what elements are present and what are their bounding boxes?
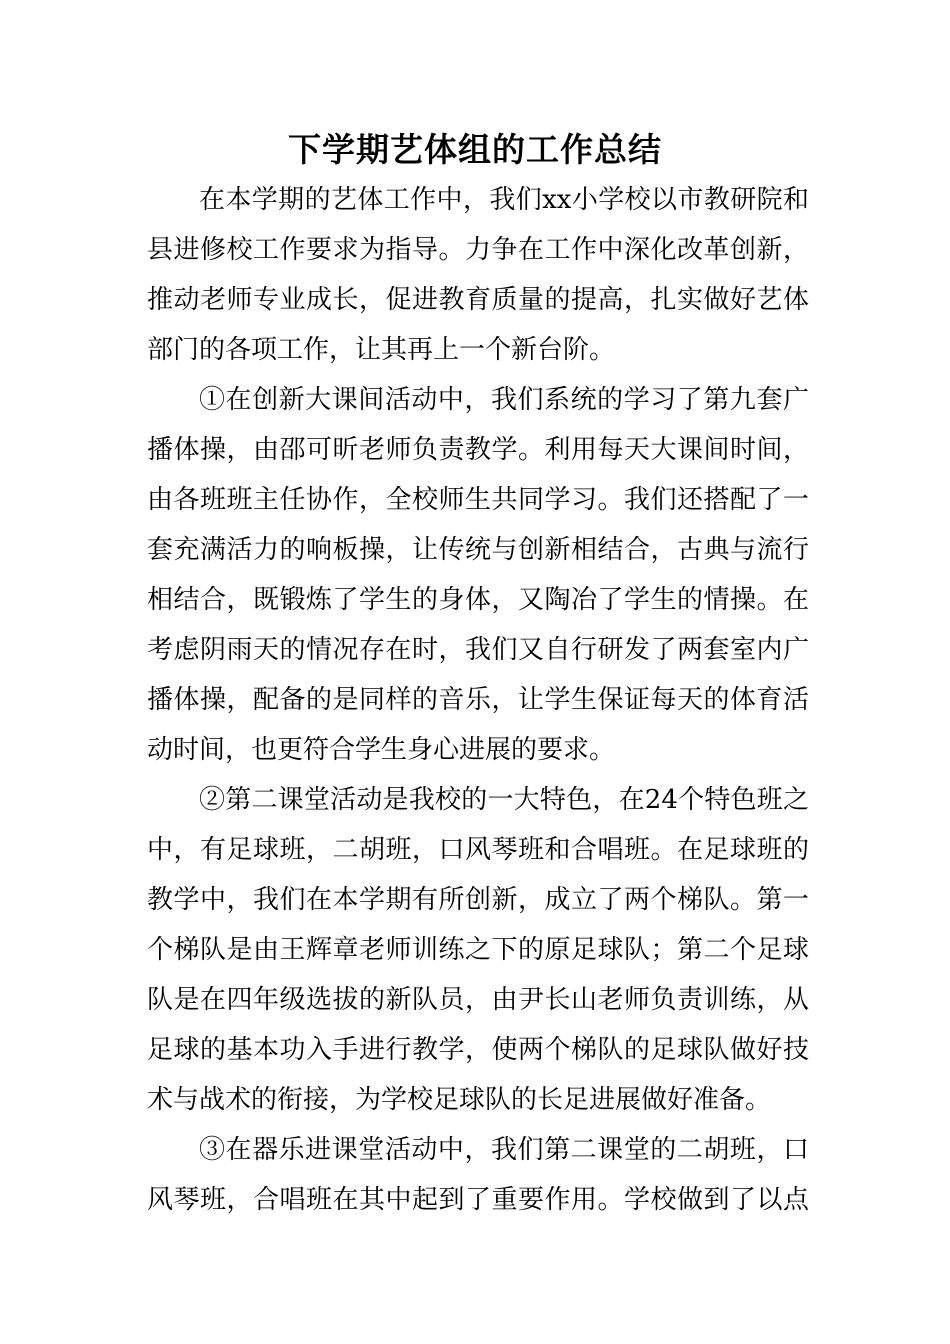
text-line: 中，有足球班，二胡班，口风琴班和合唱班。在足球班的 [147,835,809,865]
text-line: ②第二课堂活动是我校的一大特色，在24个特色班之 [199,785,809,815]
text-line: 县进修校工作要求为指导。力争在工作中深化改革创新， [147,235,809,265]
paragraph-item-1 [147,375,809,775]
text-line: 部门的各项工作，让其再上一个新台阶。 [147,335,616,365]
text-line: 个梯队是由王辉章老师训练之下的原足球队；第二个足球 [147,935,809,965]
text-line: 由各班班主任协作，全校师生共同学习。我们还搭配了一 [147,485,809,515]
text-line: 动时间，也更符合学生身心进展的要求。 [147,735,616,765]
text-line: 队是在四年级选拔的新队员，由尹长山老师负责训练，从 [147,985,809,1015]
text-line: 教学中，我们在本学期有所创新，成立了两个梯队。第一 [147,885,809,915]
text-line: ③在器乐进课堂活动中，我们第二课堂的二胡班，口 [199,1135,809,1165]
text-line: 足球的基本功入手进行教学，使两个梯队的足球队做好技 [147,1035,809,1065]
text-line: 术与战术的衔接，为学校足球队的长足进展做好准备。 [147,1085,772,1115]
text-line: 相结合，既锻炼了学生的身体，又陶冶了学生的情操。在 [147,585,809,615]
text-line: 风琴班，合唱班在其中起到了重要作用。学校做到了以点 [147,1185,809,1215]
text-line: 考虑阴雨天的情况存在时，我们又自行研发了两套室内广 [147,635,809,665]
text-line: 播体操，配备的是同样的音乐，让学生保证每天的体育活 [147,685,809,715]
paragraph-intro [147,175,809,375]
text-line: ①在创新大课间活动中，我们系统的学习了第九套广 [199,385,809,415]
paragraph-item-2 [147,775,809,1125]
text-line: 推动老师专业成长，促进教育质量的提高，扎实做好艺体 [147,285,809,315]
text-line: 播体操，由邵可昕老师负责教学。利用每天大课间时间， [147,435,809,465]
text-line: 在本学期的艺体工作中，我们xx小学校以市教研院和 [199,185,809,215]
document-body [147,175,809,1225]
text-line: 套充满活力的响板操，让传统与创新相结合，古典与流行 [147,535,809,565]
paragraph-item-3 [147,1125,809,1225]
document-title: 下学期艺体组的工作总结 [288,130,662,169]
